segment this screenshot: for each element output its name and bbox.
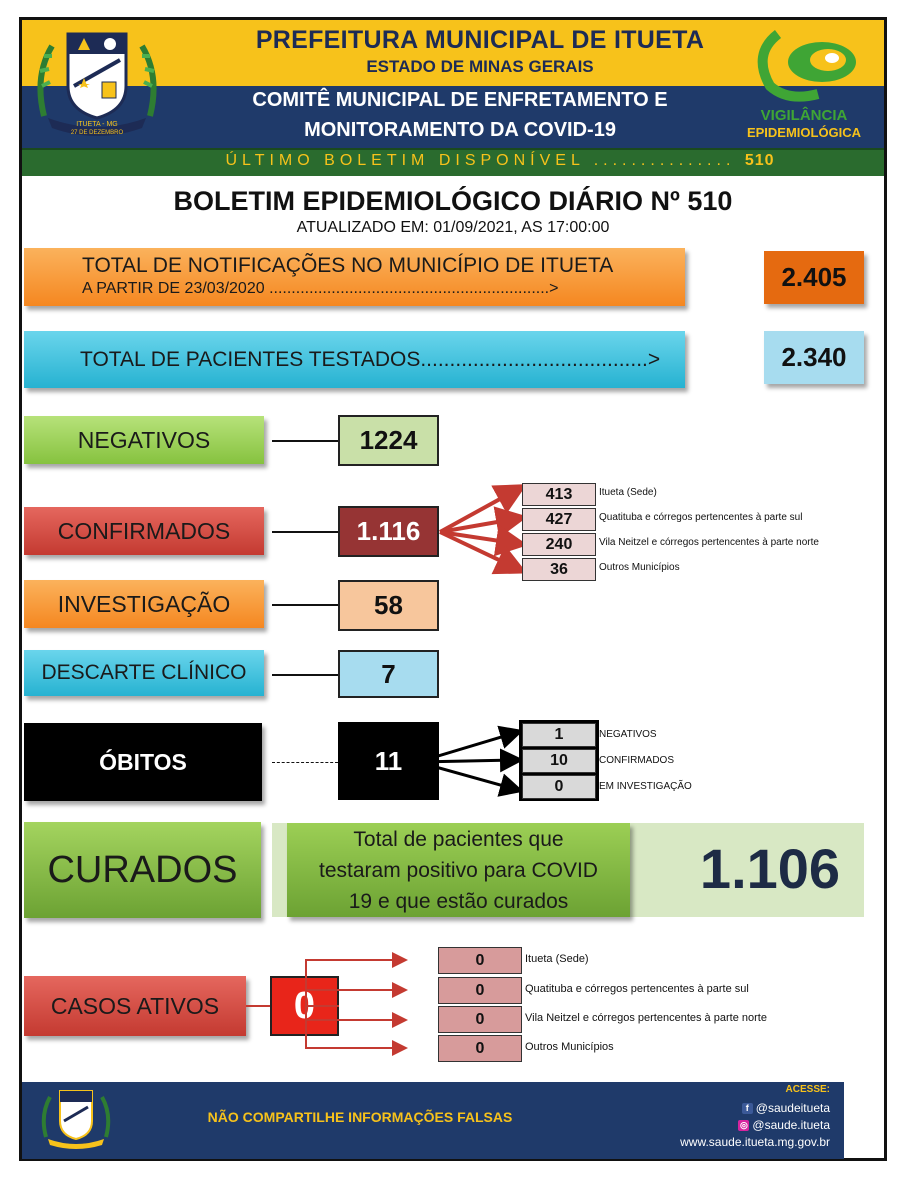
negativos-value: 1224 [338,415,439,466]
negativos-connector [272,440,338,442]
testados-bar: TOTAL DE PACIENTES TESTADOS.......................................> [24,331,685,388]
ativos-outros-value: 0 [438,1035,522,1062]
notificacoes-line2: A PARTIR DE 23/03/2020 ...............................................................> [82,280,559,297]
obitos-value: 11 [338,722,439,800]
confirmados-quatituba-label: Quatituba e córregos pertencentes à parte sul [599,512,803,523]
curados-desc-line3: 19 e que estão curados [348,889,569,913]
footer-facebook[interactable] [680,1101,830,1115]
ativos-quatituba-value: 0 [438,977,522,1004]
confirmados-sede-value: 413 [522,483,596,506]
notificacoes-bar [24,248,685,306]
investigacao-label: INVESTIGAÇÃO [24,580,264,628]
ativos-sede-label: Itueta (Sede) [525,953,589,965]
vigilancia-logo-icon [748,24,866,102]
notificacoes-value: 2.405 [764,251,864,304]
confirmados-outros-value: 36 [522,558,596,581]
footer-site-link[interactable]: www.saude.itueta.mg.gov.br [680,1135,830,1149]
negativos-label: NEGATIVOS [24,416,264,464]
epidemiologica-text: EPIDEMIOLÓGICA [746,125,862,140]
ativos-value: 0 [270,976,339,1036]
obitos-investigacao-value: 0 [522,775,596,799]
confirmados-vila-neitzel-label: Vila Neitzel e córregos pertencentes à parte norte [599,537,819,548]
ativos-vila-neitzel-label: Vila Neitzel e córregos pertencentes à parte norte [525,1012,767,1024]
descarte-connector [272,674,338,676]
vigilancia-text: VIGILÂNCIA [760,107,848,124]
header-comite-line2: MONITORAMENTO DA COVID-19 [304,119,616,141]
investigacao-connector [272,604,338,606]
testados-value: 2.340 [764,331,864,384]
curados-desc-line2: testaram positivo para COVID [319,858,598,882]
instagram-handle: @saude.itueta [752,1118,830,1132]
obitos-negativos-value: 1 [522,723,596,747]
curados-desc-line1: Total de pacientes que [353,827,564,851]
ativos-arrows [246,950,416,1058]
confirmados-outros-label: Outros Municípios [599,562,680,573]
facebook-icon: f [742,1103,753,1114]
obitos-connector [272,762,338,763]
footer-crest-icon [40,1087,112,1151]
ativos-outros-label: Outros Municípios [525,1041,614,1053]
ultimo-boletim [200,152,800,170]
confirmados-value: 1.116 [338,506,439,557]
curados-description [287,823,630,917]
ativos-sede-value: 0 [438,947,522,974]
facebook-handle: @saudeitueta [755,1101,830,1115]
notificacoes-line1: TOTAL DE NOTIFICAÇÕES NO MUNICÍPIO DE ITUETA [82,254,614,277]
confirmados-connector [272,531,338,533]
confirmados-sede-label: Itueta (Sede) [599,487,657,498]
page-title: BOLETIM EPIDEMIOLÓGICO DIÁRIO Nº 510 [173,186,733,216]
ultimo-boletim-number: 510 [744,152,775,169]
obitos-label: ÓBITOS [24,723,262,801]
ativos-label: CASOS ATIVOS [24,976,246,1036]
svg-text:27 DE DEZEMBRO: 27 DE DEZEMBRO [70,130,124,136]
ultimo-boletim-label: ÚLTIMO BOLETIM DISPONÍVEL ............... [225,152,736,169]
confirmados-arrows [430,478,530,580]
confirmados-vila-neitzel-value: 240 [522,533,596,556]
descarte-value: 7 [338,650,439,698]
obitos-arrows [410,718,525,804]
obitos-investigacao-label: EM INVESTIGAÇÃO [599,781,692,792]
updated-at: ATUALIZADO EM: 01/09/2021, AS 17:00:00 [296,219,610,236]
curados-label: CURADOS [24,822,261,918]
header-prefeitura: PREFEITURA MUNICIPAL DE ITUETA [255,26,705,54]
investigacao-value: 58 [338,580,439,631]
curados-value: 1.106 [699,837,841,900]
obitos-confirmados-label: CONFIRMADOS [599,755,674,766]
footer-acesse: ACESSE: [785,1084,830,1095]
obitos-confirmados-value: 10 [522,749,596,773]
descarte-label: DESCARTE CLÍNICO [24,650,264,696]
instagram-icon: ◎ [739,1120,748,1131]
header-estado: ESTADO DE MINAS GERAIS [366,57,594,76]
ativos-vila-neitzel-value: 0 [438,1006,522,1033]
confirmados-label: CONFIRMADOS [24,507,264,555]
confirmados-quatituba-value: 427 [522,508,596,531]
header-comite-line1: COMITÊ MUNICIPAL DE ENFRETAMENTO E [252,89,668,111]
svg-text:ITUETA - MG: ITUETA - MG [76,121,118,128]
ativos-quatituba-label: Quatituba e córregos pertencentes à parte sul [525,983,749,995]
footer-instagram[interactable] [680,1118,830,1132]
footer-aviso: NÃO COMPARTILHE INFORMAÇÕES FALSAS [207,1109,513,1125]
obitos-negativos-label: NEGATIVOS [599,729,657,740]
